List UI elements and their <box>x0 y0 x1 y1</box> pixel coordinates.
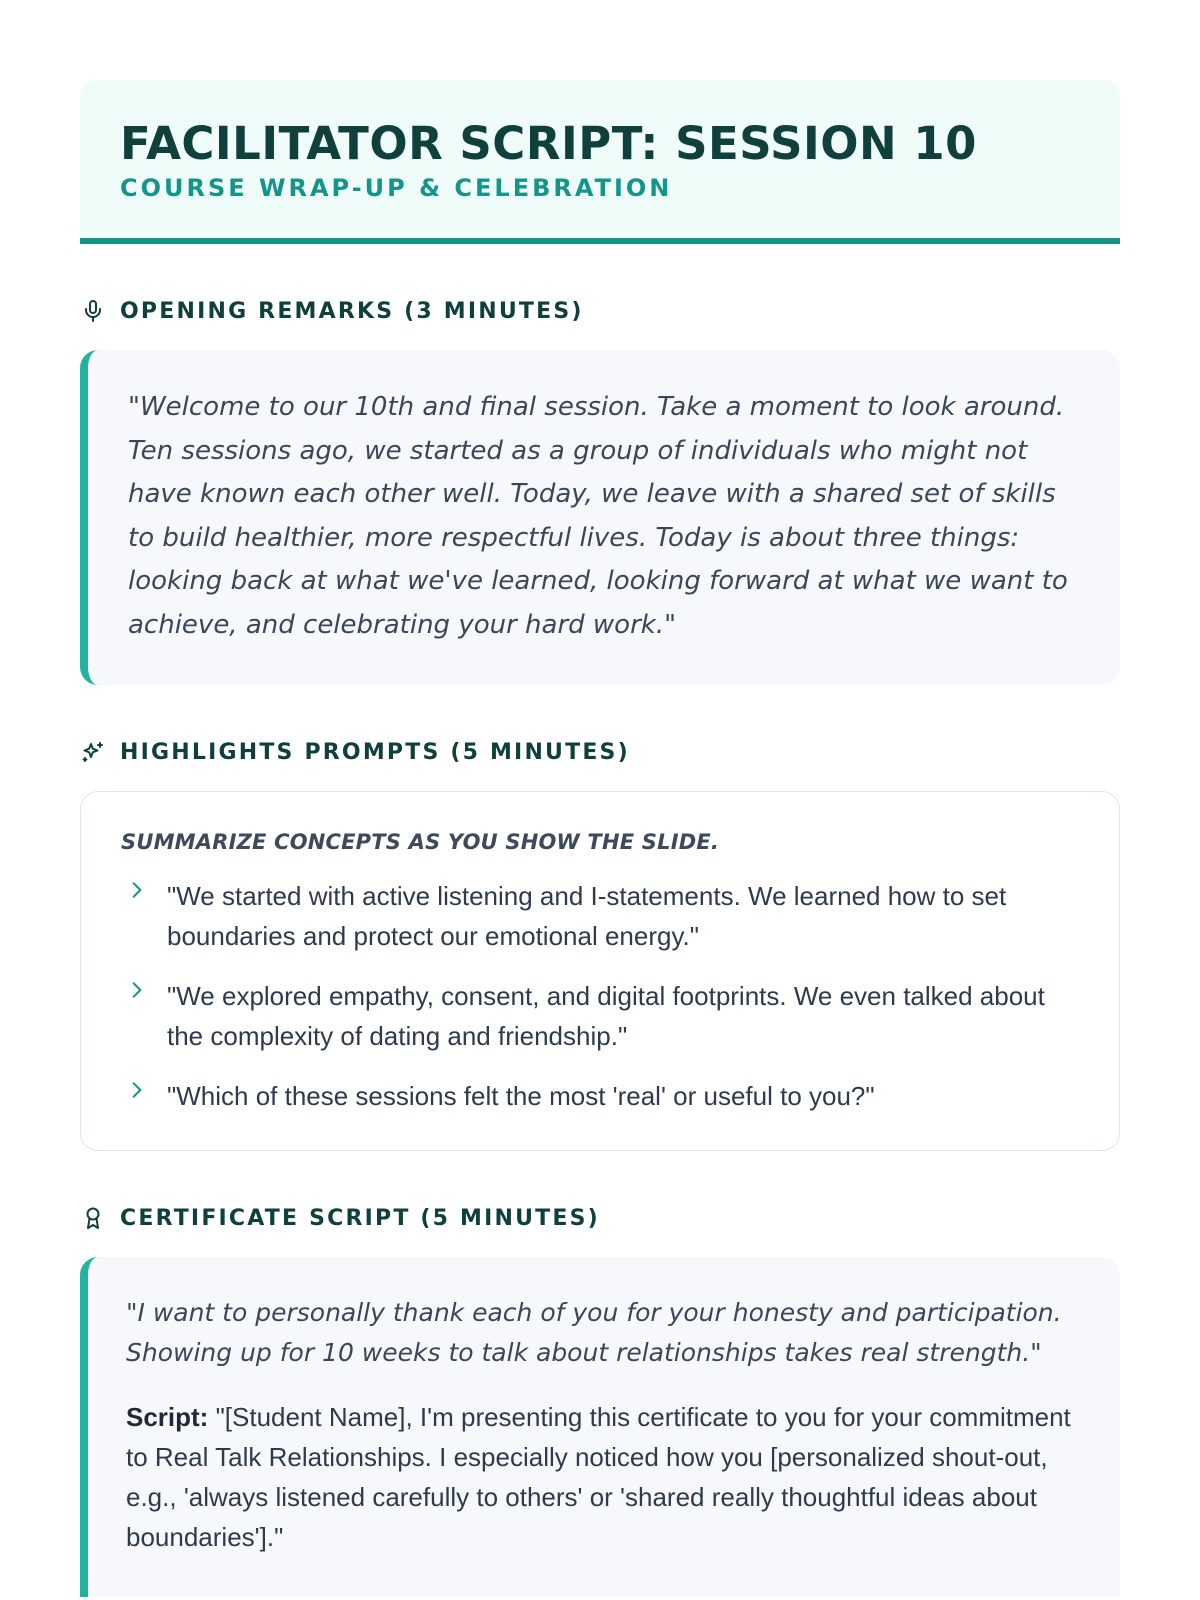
script-label: Script: <box>126 1402 209 1432</box>
section-highlights-heading <box>80 737 1120 767</box>
highlights-prompts-box <box>80 791 1120 1151</box>
prompt-text: "We explored empathy, consent, and digital footprints. We even talked about the complexity of dating and friendship." <box>167 981 1045 1051</box>
chevron-right-icon <box>121 876 167 905</box>
chevron-right-icon <box>121 976 167 1005</box>
section-title: HIGHLIGHTS PROMPTS (5 MINUTES) <box>120 739 630 765</box>
sparkles-icon <box>80 739 106 765</box>
list-item <box>121 976 1079 1056</box>
prompts-instruction: SUMMARIZE CONCEPTS AS YOU SHOW THE SLIDE. <box>121 830 720 854</box>
page-subtitle: COURSE WRAP-UP & CELEBRATION <box>120 174 673 202</box>
section-certificate-heading <box>80 1203 1120 1233</box>
section-opening-heading <box>80 296 1120 326</box>
certificate-script <box>126 1397 1084 1557</box>
award-icon <box>80 1205 106 1231</box>
opening-quote-box <box>80 350 1120 685</box>
certificate-script-box <box>80 1257 1120 1597</box>
prompt-list <box>121 876 1079 1116</box>
chevron-right-icon <box>121 1076 167 1105</box>
prompt-text: "We started with active listening and I-statements. We learned how to set boundaries and protect our emotional energy." <box>167 881 1007 951</box>
script-text: "[Student Name], I'm presenting this certificate to you for your commitment to Real Talk Relationships. I especially noticed how you [personalized shout-out, e.g., 'always listened carefully to others' or 'shared really thoughtful ideas about boundaries']." <box>126 1402 1071 1552</box>
script-header <box>80 80 1120 244</box>
list-item <box>121 1076 1079 1116</box>
list-item <box>121 876 1079 956</box>
page-title: FACILITATOR SCRIPT: SESSION 10 <box>120 117 977 170</box>
opening-quote: "Welcome to our 10th and final session. Take a moment to look around. Ten sessions ago, we started as a group of individuals who might not have known each other well. Today, we leave with a shared set of skills to build healthier, more respectful lives. Today is about three things: looking back at what we've learned, looking forward at what we want to achieve, and celebrating your hard work." <box>128 392 1068 640</box>
microphone-icon <box>80 298 106 324</box>
section-title: OPENING REMARKS (3 MINUTES) <box>120 298 584 324</box>
certificate-quote: "I want to personally thank each of you for your honesty and participation. Showing up for 10 weeks to talk about relationships takes real strength." <box>126 1298 1062 1367</box>
section-title: CERTIFICATE SCRIPT (5 MINUTES) <box>120 1205 600 1231</box>
prompt-text: "Which of these sessions felt the most 'real' or useful to you?" <box>167 1081 875 1111</box>
